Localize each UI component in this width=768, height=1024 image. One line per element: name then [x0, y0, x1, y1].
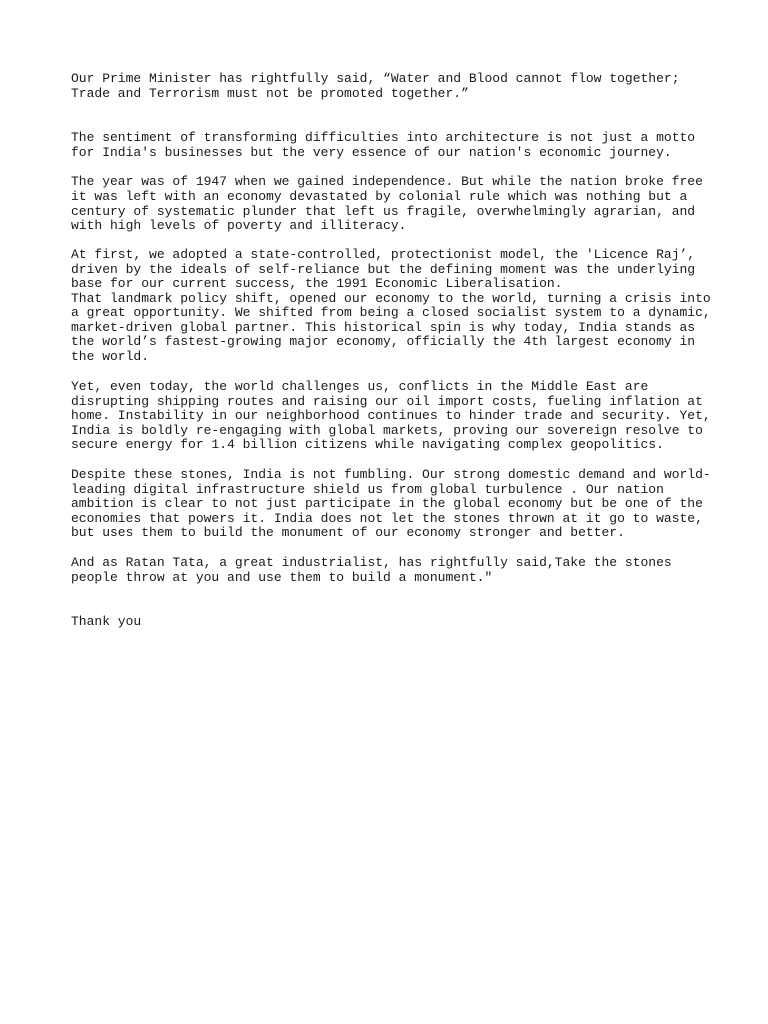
text-line: for India's businesses but the very essence of our nation's economic journey.	[71, 145, 672, 160]
text-line: secure energy for 1.4 billion citizens while navigating complex geopolitics.	[71, 437, 664, 452]
text-line: disrupting shipping routes and raising our oil import costs, fueling inflation at	[71, 394, 703, 409]
text-line: but uses them to build the monument of our economy stronger and better.	[71, 525, 625, 540]
text-line: That landmark policy shift, opened our economy to the world, turning a crisis into	[71, 291, 711, 306]
text-line: The year was of 1947 when we gained independence. But while the nation broke free	[71, 174, 703, 189]
text-line: century of systematic plunder that left us fragile, overwhelmingly agrarian, and	[71, 204, 696, 219]
text-line: Yet, even today, the world challenges us, conflicts in the Middle East are	[71, 379, 649, 394]
text-line: the world’s fastest-growing major economy, officially the 4th largest economy in	[71, 334, 696, 349]
text-line: The sentiment of transforming difficulties into architecture is not just a motto	[71, 130, 696, 145]
text-line: economies that powers it. India does not let the stones thrown at it go to waste,	[71, 511, 703, 526]
text-line: driven by the ideals of self-reliance but the defining moment was the underlying	[71, 262, 696, 277]
text-line: Trade and Terrorism must not be promoted together.”	[71, 86, 469, 101]
text-line: Our Prime Minister has rightfully said, “Water and Blood cannot flow together;	[71, 71, 680, 86]
text-line: the world.	[71, 349, 150, 364]
text-line: base for our current success, the 1991 Economic Liberalisation.	[71, 276, 563, 291]
text-line: it was left with an economy devastated by colonial rule which was nothing but a	[71, 189, 688, 204]
text-line: And as Ratan Tata, a great industrialist, has rightfully said,Take the stones	[71, 555, 672, 570]
closing-line: Thank you	[71, 614, 142, 629]
text-line: India is boldly re-engaging with global markets, proving our sovereign resolve to	[71, 423, 703, 438]
text-line: people throw at you and use them to build a monument."	[71, 570, 493, 585]
text-line: a great opportunity. We shifted from being a closed socialist system to a dynamic,	[71, 305, 711, 320]
text-line: ambition is clear to not just participate in the global economy but be one of the	[71, 496, 703, 511]
text-line: leading digital infrastructure shield us from global turbulence . Our nation	[71, 482, 664, 497]
text-line: with high levels of poverty and illiteracy.	[71, 218, 407, 233]
text-line: Despite these stones, India is not fumbling. Our strong domestic demand and world-	[71, 467, 711, 482]
text-line: market-driven global partner. This historical spin is why today, India stands as	[71, 320, 696, 335]
text-line: At first, we adopted a state-controlled, protectionist model, the 'Licence Raj’,	[71, 247, 696, 262]
text-line: home. Instability in our neighborhood continues to hinder trade and security. Yet,	[71, 408, 711, 423]
